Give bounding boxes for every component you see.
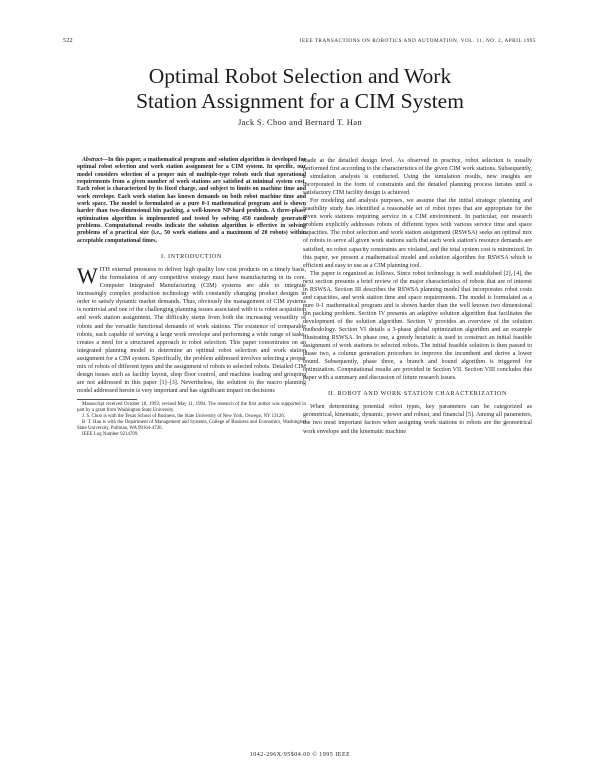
right-paragraph-1: made at the detailed design level. As observed in practice, robot selection is usually performed first according to the characteristics of the given CIM work stations. Subsequently, a simulation analysis is conducted. Using the simulation results, new insights are incorporated in the form of constraints and the detailed planning process iterates until a satisfactory CIM facility design is achieved.: [303, 158, 532, 197]
footnote-author-2: B. T. Han is with the Department of Management and Systems, College of Business and Economics, Washington State University, Pullman, WA 99164-4726.: [77, 420, 306, 432]
drop-cap: W: [77, 263, 98, 289]
journal-running-header: IEEE TRANSACTIONS ON ROBOTICS AND AUTOMATION, VOL. 11, NO. 2, APRIL 1995: [299, 38, 536, 44]
introduction-paragraph: [77, 263, 306, 395]
section-heading-introduction: I. INTRODUCTION: [161, 253, 222, 261]
copyright-footer: 1042-296X/95$04.00 © 1995 IEEE: [249, 752, 351, 758]
abstract: [77, 157, 306, 245]
page-number: 522: [63, 38, 73, 44]
title-line-1: Optimal Robot Selection and Work: [148, 64, 452, 88]
footnote-rule: [77, 399, 137, 400]
footnotes: [77, 402, 306, 439]
title-line-2: Station Assignment for a CIM System: [136, 89, 464, 113]
abstract-label: Abstract: [82, 157, 103, 163]
left-column: [77, 157, 306, 438]
right-paragraph-2: For modeling and analysis purposes, we assume that the initial strategic planning and feasibility study has identified a reasonable set of robot types that are appropriate for the given work stations requiring service in a CIM environment. In particular, our research problem explicitly addresses robots of different types with various service time and space capacities. The robot selection and work station assignment (RSWSA) seeks an optimal mix of robots to serve all given work stations such that each work station's resource demands are satisfied, no robot capacity constraints are violated, and the total system cost is minimized. In this paper, we present a mathematical model and solution algorithm for RSWSA which is efficient and easy to use as a CIM planning tool.: [303, 198, 532, 269]
right-column: [303, 157, 532, 436]
footnote-ieee-log: IEEE Log Number 9214709.: [82, 432, 139, 438]
section-heading-robot-work-station: II. ROBOT AND WORK STATION CHARACTERIZATION: [327, 390, 508, 398]
footnote-author-1: J. S. Choo is with the Texas School of Business, the State University of New York, Oswego, NY 13126.: [82, 414, 286, 420]
authors: Jack S. Choo and Bernard T. Han: [237, 117, 363, 127]
introduction-text: ITH external pressures to deliver high quality low cost products on a timely basis, the formulation of any competitive strategy must have manufacturing in its core. Computer Integrated Manufacturing (CIM) systems are able to integrate increasingly complex production technology with constantly changing product designs in order to satisfy dynamic market demands. Thus, obviously the management of CIM systems is nontrivial and one of the challenging planning issues associated with it is robot acquisition and work station assignment. The difficulty stems from both the increasing versatility of robots and the versatile functional demands of work stations. The existence of comparable robots, each capable of serving a large work envelope and performing a wide range of tasks, creates a need for a structured approach to robot selection. This paper concentrates on an integrated planning model to determine an optimal robot selection and work station assignment for a CIM system. Specifically, the problem addressed involves selecting a proper mix of robots of different types and the assignment of robots to selected robots. Detailed CIM design issues such as facility layout, shop floor control, and machine loading and grouping are not addressed in this paper [1]–[3]. Nevertheless, the solution to the macro planning model addressed herein is very important and has significant impact on decisions: [77, 267, 306, 394]
abstract-text: —In this paper, a mathematical program and solution algorithm is developed for optimal robot selection and work station assignment for a CIM system. In specific, our model considers selection of a proper mix of multiple-type robots such that operational requirements from a given number of work stations are satisfied at minimal system cost. Each robot is characterized by its fixed charge, and subject to limits on machine time and work envelope. Each work station has known demands on both robot machine time and work space. The model is formulated as a pure 0-1 mathematical program and is shown harder than two-dimensional bin packing, a well-known NP-hard problem. A three-phase optimization algorithm is implemented and tested by solving 450 randomly generated problems. Computational results indicate the solution algorithm is effective in solving problems of a practical size (i.e., 50 work stations and a maximum of 20 robots) within acceptable computational times.: [77, 157, 306, 244]
paper-title: [60, 64, 540, 114]
footnote-received: Manuscript received October 18, 1993; revised May 11, 1994. The research of the first author was supported in part by a grant from Washington State University.: [77, 401, 306, 414]
right-paragraph-4: When determining potential robot types, key parameters can be categorized as geometrical, kinematic, dynamic, power and robust, and financial [5]. Among all parameters, the two most important factors when assigning work stations to robots are the geometrical work envelope and the kinematic machine: [303, 404, 532, 435]
right-paragraph-3: The paper is organized as follows. Since robot technology is well established [2], [4], the next section presents a brief review of the major characteristics of robots that are of interest in RSWSA. Section III describes the RSWSA planning model that incorporates robot costs and capacities, and work station time and space requirements. The model is formulated as a pure 0-1 mathematical program and is shown harder than the well known two dimensional bin packing problem. Section IV presents an adaptive solution algorithm that facilitates the development of the solution algorithm. Section V provides an overview of the solution methodology. Section VI details a 3-phase global optimization algorithm and an example illustrating RSWSA. In phase one, a greedy heuristic is used to construct an initial feasible assignment of work stations to selected robots. The initial feasible solution is then passed to phase two, a column generation procedure to improve the incumbent and derive a lower bound. Subsequently, phase three, a branch and bound algorithm is triggered for optimization. Computational results are provided in Section VII. Section VIII concludes this paper with a summary and discussion of future research issues.: [303, 270, 532, 382]
